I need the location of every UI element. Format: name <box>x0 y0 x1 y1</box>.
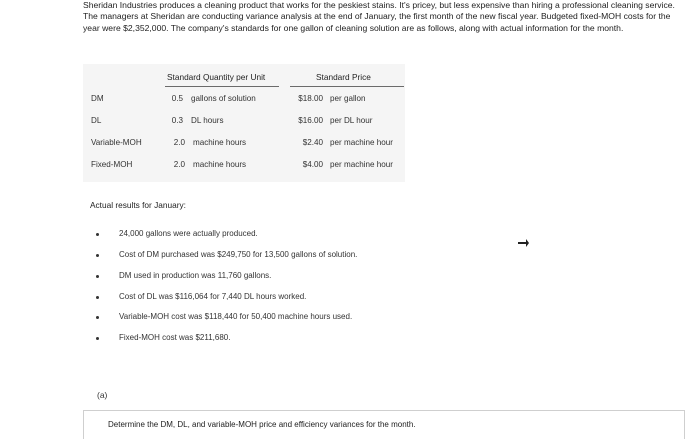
row-price-dm: $18.00 <box>298 94 323 103</box>
row-price-fixed-moh: $4.00 <box>302 160 323 169</box>
header-standard-quantity: Standard Quantity per Unit <box>167 72 266 82</box>
bullet-icon <box>96 254 99 257</box>
list-item-text: 24,000 gallons were actually produced. <box>119 229 258 238</box>
row-price-unit-variable-moh: per machine hour <box>330 138 393 147</box>
bullet-icon <box>96 275 99 278</box>
bullet-icon <box>96 233 99 236</box>
row-qty-unit-fixed-moh: machine hours <box>193 160 247 169</box>
row-label-dl: DL <box>91 116 102 125</box>
row-price-unit-dl: per DL hour <box>330 116 373 125</box>
bullet-icon <box>96 316 99 319</box>
row-price-variable-moh: $2.40 <box>302 138 323 147</box>
arrow-cursor-icon <box>517 237 529 249</box>
row-qty-dl: 0.3 <box>171 116 183 125</box>
standards-table <box>83 64 405 182</box>
list-item-text: Fixed-MOH cost was $211,680. <box>119 333 231 342</box>
row-qty-unit-dl: DL hours <box>191 116 224 125</box>
row-qty-unit-dm: gallons of solution <box>191 94 256 103</box>
part-label: (a) <box>97 390 108 400</box>
row-label-fixed-moh: Fixed-MOH <box>91 160 133 169</box>
question-instruction: Determine the DM, DL, and variable-MOH price and efficiency variances for the month. <box>108 420 416 429</box>
row-price-dl: $16.00 <box>298 116 323 125</box>
problem-intro: Sheridan Industries produces a cleaning product that works for the peskiest stains. It's pricey, but less expensive than hiring a professional cleaning service. The managers at Sheridan are conducting variance analysis at the end of January, the first month of the new fiscal year. Budgeted fixed-MOH costs for the year were $2,352,000. The company's standards for one gallon of cleaning solution are as follows, along with actual information for the month. <box>83 0 675 33</box>
row-price-unit-fixed-moh: per machine hour <box>330 160 393 169</box>
bullet-icon <box>96 296 99 299</box>
row-qty-unit-variable-moh: machine hours <box>193 138 247 147</box>
list-item-text: Cost of DM purchased was $249,750 for 13,500 gallons of solution. <box>119 250 358 259</box>
row-qty-dm: 0.5 <box>171 94 183 103</box>
row-label-dm: DM <box>91 94 104 103</box>
row-qty-variable-moh: 2.0 <box>173 138 185 147</box>
header-price-rule <box>290 86 404 87</box>
header-quantity-rule <box>165 86 279 87</box>
bullet-icon <box>96 337 99 340</box>
question-box <box>83 410 685 439</box>
actual-results-title: Actual results for January: <box>90 200 186 210</box>
list-item-text: Cost of DL was $116,064 for 7,440 DL hours worked. <box>119 292 307 301</box>
row-label-variable-moh: Variable-MOH <box>91 138 142 147</box>
list-item-text: DM used in production was 11,760 gallons. <box>119 271 272 280</box>
row-price-unit-dm: per gallon <box>330 94 366 103</box>
header-standard-price: Standard Price <box>316 72 371 82</box>
row-qty-fixed-moh: 2.0 <box>173 160 185 169</box>
list-item-text: Variable-MOH cost was $118,440 for 50,400 machine hours used. <box>119 312 353 321</box>
